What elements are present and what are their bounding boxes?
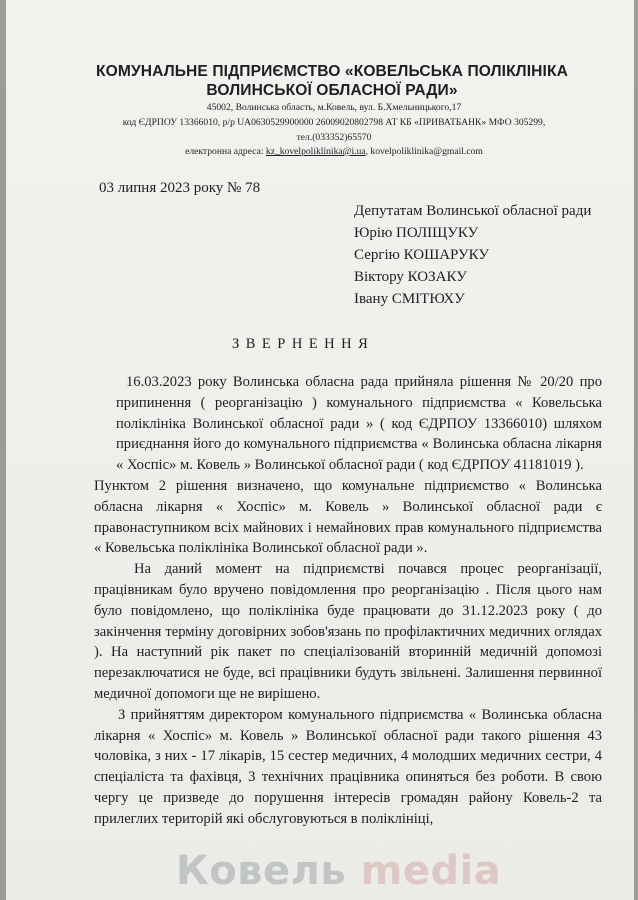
body-paragraph: Пунктом 2 рішення визначено, що комунальне підприємство « Волинська обласна лікарня « Хоспіс» м. Ковель » Волинської обласної ради є правонаступником всіх майнових і немайнових прав комунального підприємства « Ковельська поліклініка Волинської обласної ради ». bbox=[94, 477, 602, 557]
watermark-part-2: media bbox=[360, 848, 502, 894]
body-paragraph: 16.03.2023 року Волинська обласна рада прийняла рішення № 20/20 про припинення ( реорганізацію ) комунального підприємства « Ковельська поліклініка Волинської обласної ради » ( код ЄДРПОУ 13366010) шляхом приєднання його до комунального підприємства « Волинська обласна лікарня « Хоспіс» м. Ковель » Волинської обласної ради ( код ЄДРПОУ 41181019 ). bbox=[116, 374, 602, 474]
date-and-number: 03 липня 2023 року № 78 bbox=[99, 180, 261, 196]
document-body bbox=[94, 372, 602, 830]
org-codes: код ЄДРПОУ 13366010, р/р UA0630529900000 26009020802798 АТ КБ «ПРИВАТБАНК» МФО 305299, bbox=[122, 117, 546, 128]
org-title-line2: ВОЛИНСЬКОЇ ОБЛАСНОЇ РАДИ» bbox=[206, 82, 458, 99]
recipient-line: Сергію КОШАРУКУ bbox=[354, 247, 489, 263]
recipient-line: Віктору КОЗАКУ bbox=[354, 269, 467, 285]
document-heading: ЗВЕРНЕННЯ bbox=[232, 336, 375, 352]
recipient-line: Юрію ПОЛІЩУКУ bbox=[354, 225, 479, 241]
recipient-line: Івану СМІТЮХУ bbox=[354, 291, 465, 307]
org-address: 45002, Волинська область, м.Ковель, вул. Б.Хмельницького,17 bbox=[206, 102, 462, 113]
email-link-secondary[interactable]: kovelpoliklinika@gmail.com bbox=[370, 146, 483, 157]
recipients-block bbox=[354, 200, 591, 310]
letterhead bbox=[6, 62, 634, 159]
watermark-logo bbox=[176, 848, 501, 894]
org-phone: тел.(033352)65570 bbox=[296, 132, 372, 143]
body-paragraph: На даний момент на підприємстві почався процес реорганізації, працівникам було вручено повідомлення про реорганізацію . Після цього нам було повідомлено, що поліклініка буде працювати до 31.12.2023 року ( до закінчення терміну договірних зобов'язань по профілактичних медичних оглядах ). На наступний рік пакет по спеціалізованій вторинній медичній допомозі перезаключатися не буде, всі працівники будуть звільнені. Залишення первинної медичної допомоги ще не вирішено. bbox=[94, 561, 602, 702]
org-email-line bbox=[34, 144, 634, 159]
email-separator: , bbox=[365, 146, 371, 157]
recipient-line: Депутатам Волинської обласної ради bbox=[354, 203, 592, 219]
document-page bbox=[6, 0, 634, 900]
org-title-line1: КОМУНАЛЬНЕ ПІДПРИЄМСТВО «КОВЕЛЬСЬКА ПОЛІКЛІНІКА bbox=[96, 63, 568, 80]
body-paragraph: З прийняттям директором комунального підприємства « Волинська обласна лікарня « Хоспіс» м. Ковель » Волинської обласної ради такого рішення 43 чоловіка, з них - 17 лікарів, 15 сестер медичних, 4 молодших медичних сестри, 4 спеціаліста та фахівця, 3 технічних працівника опиняться без роботи. В свою чергу це призведе до порушення інтересів громадян району Ковель-2 та прилеглих територій які обслуговуються в поліклініці, bbox=[94, 706, 602, 827]
watermark-part-1: Ковель bbox=[176, 848, 347, 894]
email-prefix: електронна адреса: bbox=[185, 146, 264, 157]
email-link-primary[interactable]: kz_kovelpoliklinika@i.ua bbox=[265, 146, 366, 157]
